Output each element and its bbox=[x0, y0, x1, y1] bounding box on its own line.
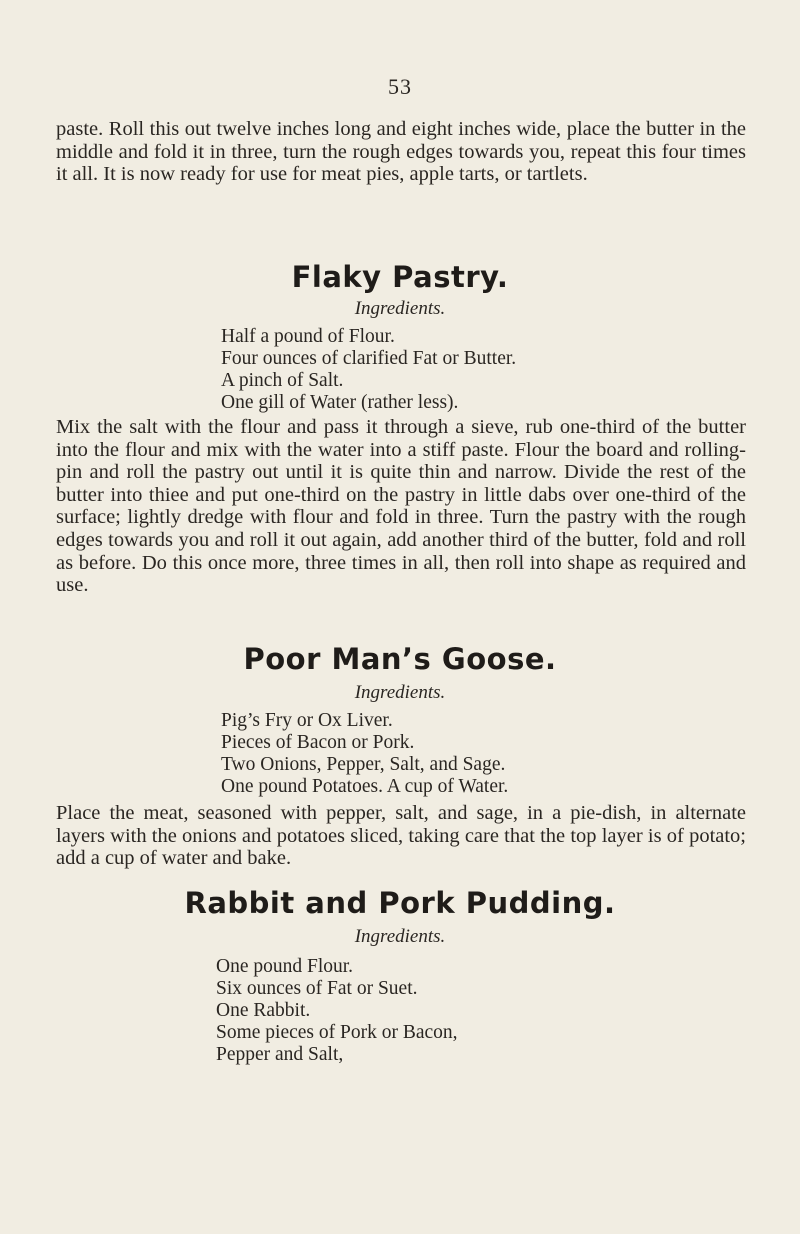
ingredient-item: One gill of Water (rather less). bbox=[221, 392, 459, 413]
ingredient-item: A pinch of Salt. bbox=[221, 370, 344, 391]
ingredients-subtitle: Ingredients. bbox=[354, 298, 446, 319]
ingredient-item: Half a pound of Flour. bbox=[221, 326, 395, 347]
ingredients-subtitle: Ingredients. bbox=[354, 682, 446, 703]
ingredients-list-flaky-pastry bbox=[221, 326, 516, 414]
ingredients-list-rabbit-and-pork-pudding bbox=[216, 956, 458, 1066]
page-number: 53 bbox=[388, 74, 412, 99]
ingredient-item: One Rabbit. bbox=[216, 1000, 311, 1021]
ingredient-item: One pound Flour. bbox=[216, 956, 354, 977]
recipe-title-poor-mans-goose: Poor Man’s Goose. bbox=[243, 642, 557, 676]
ingredient-item: Pig’s Fry or Ox Liver. bbox=[221, 710, 393, 731]
ingredients-list-poor-mans-goose bbox=[221, 710, 508, 798]
ingredient-item: Pepper and Salt, bbox=[216, 1044, 344, 1065]
ingredient-item: Four ounces of clarified Fat or Butter. bbox=[221, 348, 517, 369]
recipe-title-flaky-pastry: Flaky Pastry. bbox=[291, 260, 509, 294]
ingredient-item: Two Onions, Pepper, Salt, and Sage. bbox=[221, 754, 506, 775]
method-paragraph-flaky-pastry: Mix the salt with the flour and pass it through a sieve, rub one-third of the butter into the flour and mix with the water into a stiff paste. Flour the board and rolling-pin and roll the pastry out until it is quite thin and narrow. Divide the rest of the butter into thiee and put one-third on the pastry in little dabs over one-third of the surface; lightly dredge with flour and fold in three. Turn the pastry with the rough edges towards you and roll it out again, add another third of the butter, fold and roll as before. Do this once more, three times in all, then roll into shape as required and use. bbox=[56, 416, 746, 597]
ingredient-item: Some pieces of Pork or Bacon, bbox=[216, 1022, 458, 1043]
ingredient-item: Pieces of Bacon or Pork. bbox=[221, 732, 415, 753]
ingredients-subtitle: Ingredients. bbox=[354, 926, 446, 947]
method-paragraph-poor-mans-goose: Place the meat, seasoned with pepper, salt, and sage, in a pie-dish, in alternate layers with the onions and potatoes sliced, taking care that the top layer is of potato; add a cup of water and bake. bbox=[56, 802, 746, 870]
ingredient-item: One pound Potatoes. A cup of Water. bbox=[221, 776, 509, 797]
intro-paragraph: paste. Roll this out twelve inches long and eight inches wide, place the butter in the middle and fold it in three, turn the rough edges towards you, repeat this four times it all. It is now ready for use for meat pies, apple tarts, or tartlets. bbox=[56, 118, 746, 186]
recipe-title-rabbit-and-pork-pudding: Rabbit and Pork Pudding. bbox=[184, 886, 616, 920]
ingredient-item: Six ounces of Fat or Suet. bbox=[216, 978, 418, 999]
